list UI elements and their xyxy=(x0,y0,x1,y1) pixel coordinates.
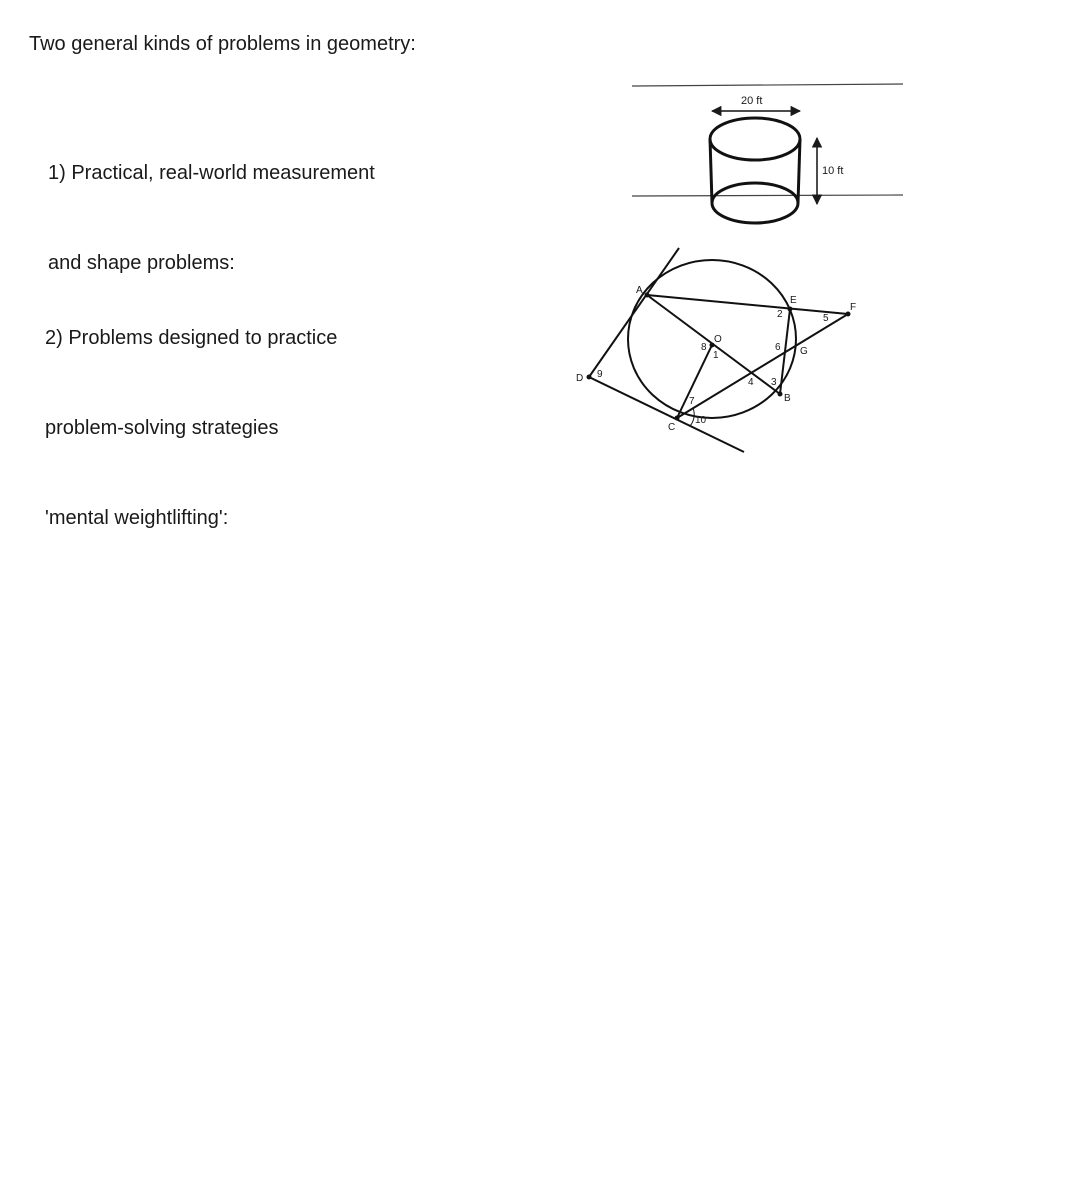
circle-figure-labels xyxy=(576,285,856,433)
label-angle-9: 9 xyxy=(597,369,603,380)
tangent-line-a xyxy=(589,248,679,377)
tangent-line-c xyxy=(589,377,744,452)
slide-title: Two general kinds of problems in geometry: xyxy=(29,33,416,55)
cylinder-figure xyxy=(632,84,903,223)
cylinder-bottom-ellipse xyxy=(712,183,798,223)
point-b-dot xyxy=(778,392,783,397)
point-c-dot xyxy=(675,416,680,421)
label-angle-6: 6 xyxy=(775,342,781,353)
label-point-a: A xyxy=(636,285,643,296)
label-point-d: D xyxy=(576,373,584,384)
label-angle-3: 3 xyxy=(771,377,777,388)
ground-line xyxy=(632,195,903,196)
problem-type-2-line2: problem-solving strategies xyxy=(45,417,279,439)
point-a-dot xyxy=(645,293,650,298)
label-point-e: E xyxy=(790,295,797,306)
label-angle-10: 10 xyxy=(695,415,707,426)
upper-horizon-line xyxy=(632,84,903,86)
height-label: 10 ft xyxy=(822,165,844,177)
label-angle-5: 5 xyxy=(823,313,829,324)
width-label: 20 ft xyxy=(741,95,763,107)
label-point-c: C xyxy=(668,422,676,433)
label-angle-8: 8 xyxy=(701,342,707,353)
segment-af xyxy=(647,295,848,314)
label-point-g: G xyxy=(800,346,808,357)
label-angle-4: 4 xyxy=(748,377,754,388)
label-point-b: B xyxy=(784,393,791,404)
label-point-f: F xyxy=(850,302,857,313)
point-d-dot xyxy=(587,375,592,380)
cylinder-left-side xyxy=(710,139,712,203)
label-angle-7: 7 xyxy=(689,396,695,407)
problem-type-2-line1: 2) Problems designed to practice xyxy=(45,327,338,349)
problem-type-2-line3: 'mental weightlifting': xyxy=(45,507,229,529)
cylinder-right-side xyxy=(798,139,800,203)
label-point-o: O xyxy=(714,334,722,345)
label-angle-2: 2 xyxy=(777,309,783,320)
problem-type-1-line2: and shape problems: xyxy=(48,252,235,274)
cylinder-top-ellipse xyxy=(710,118,800,160)
problem-type-1-line1: 1) Practical, real-world measurement xyxy=(48,162,375,184)
point-e-dot xyxy=(788,307,793,312)
label-angle-1: 1 xyxy=(713,350,719,361)
